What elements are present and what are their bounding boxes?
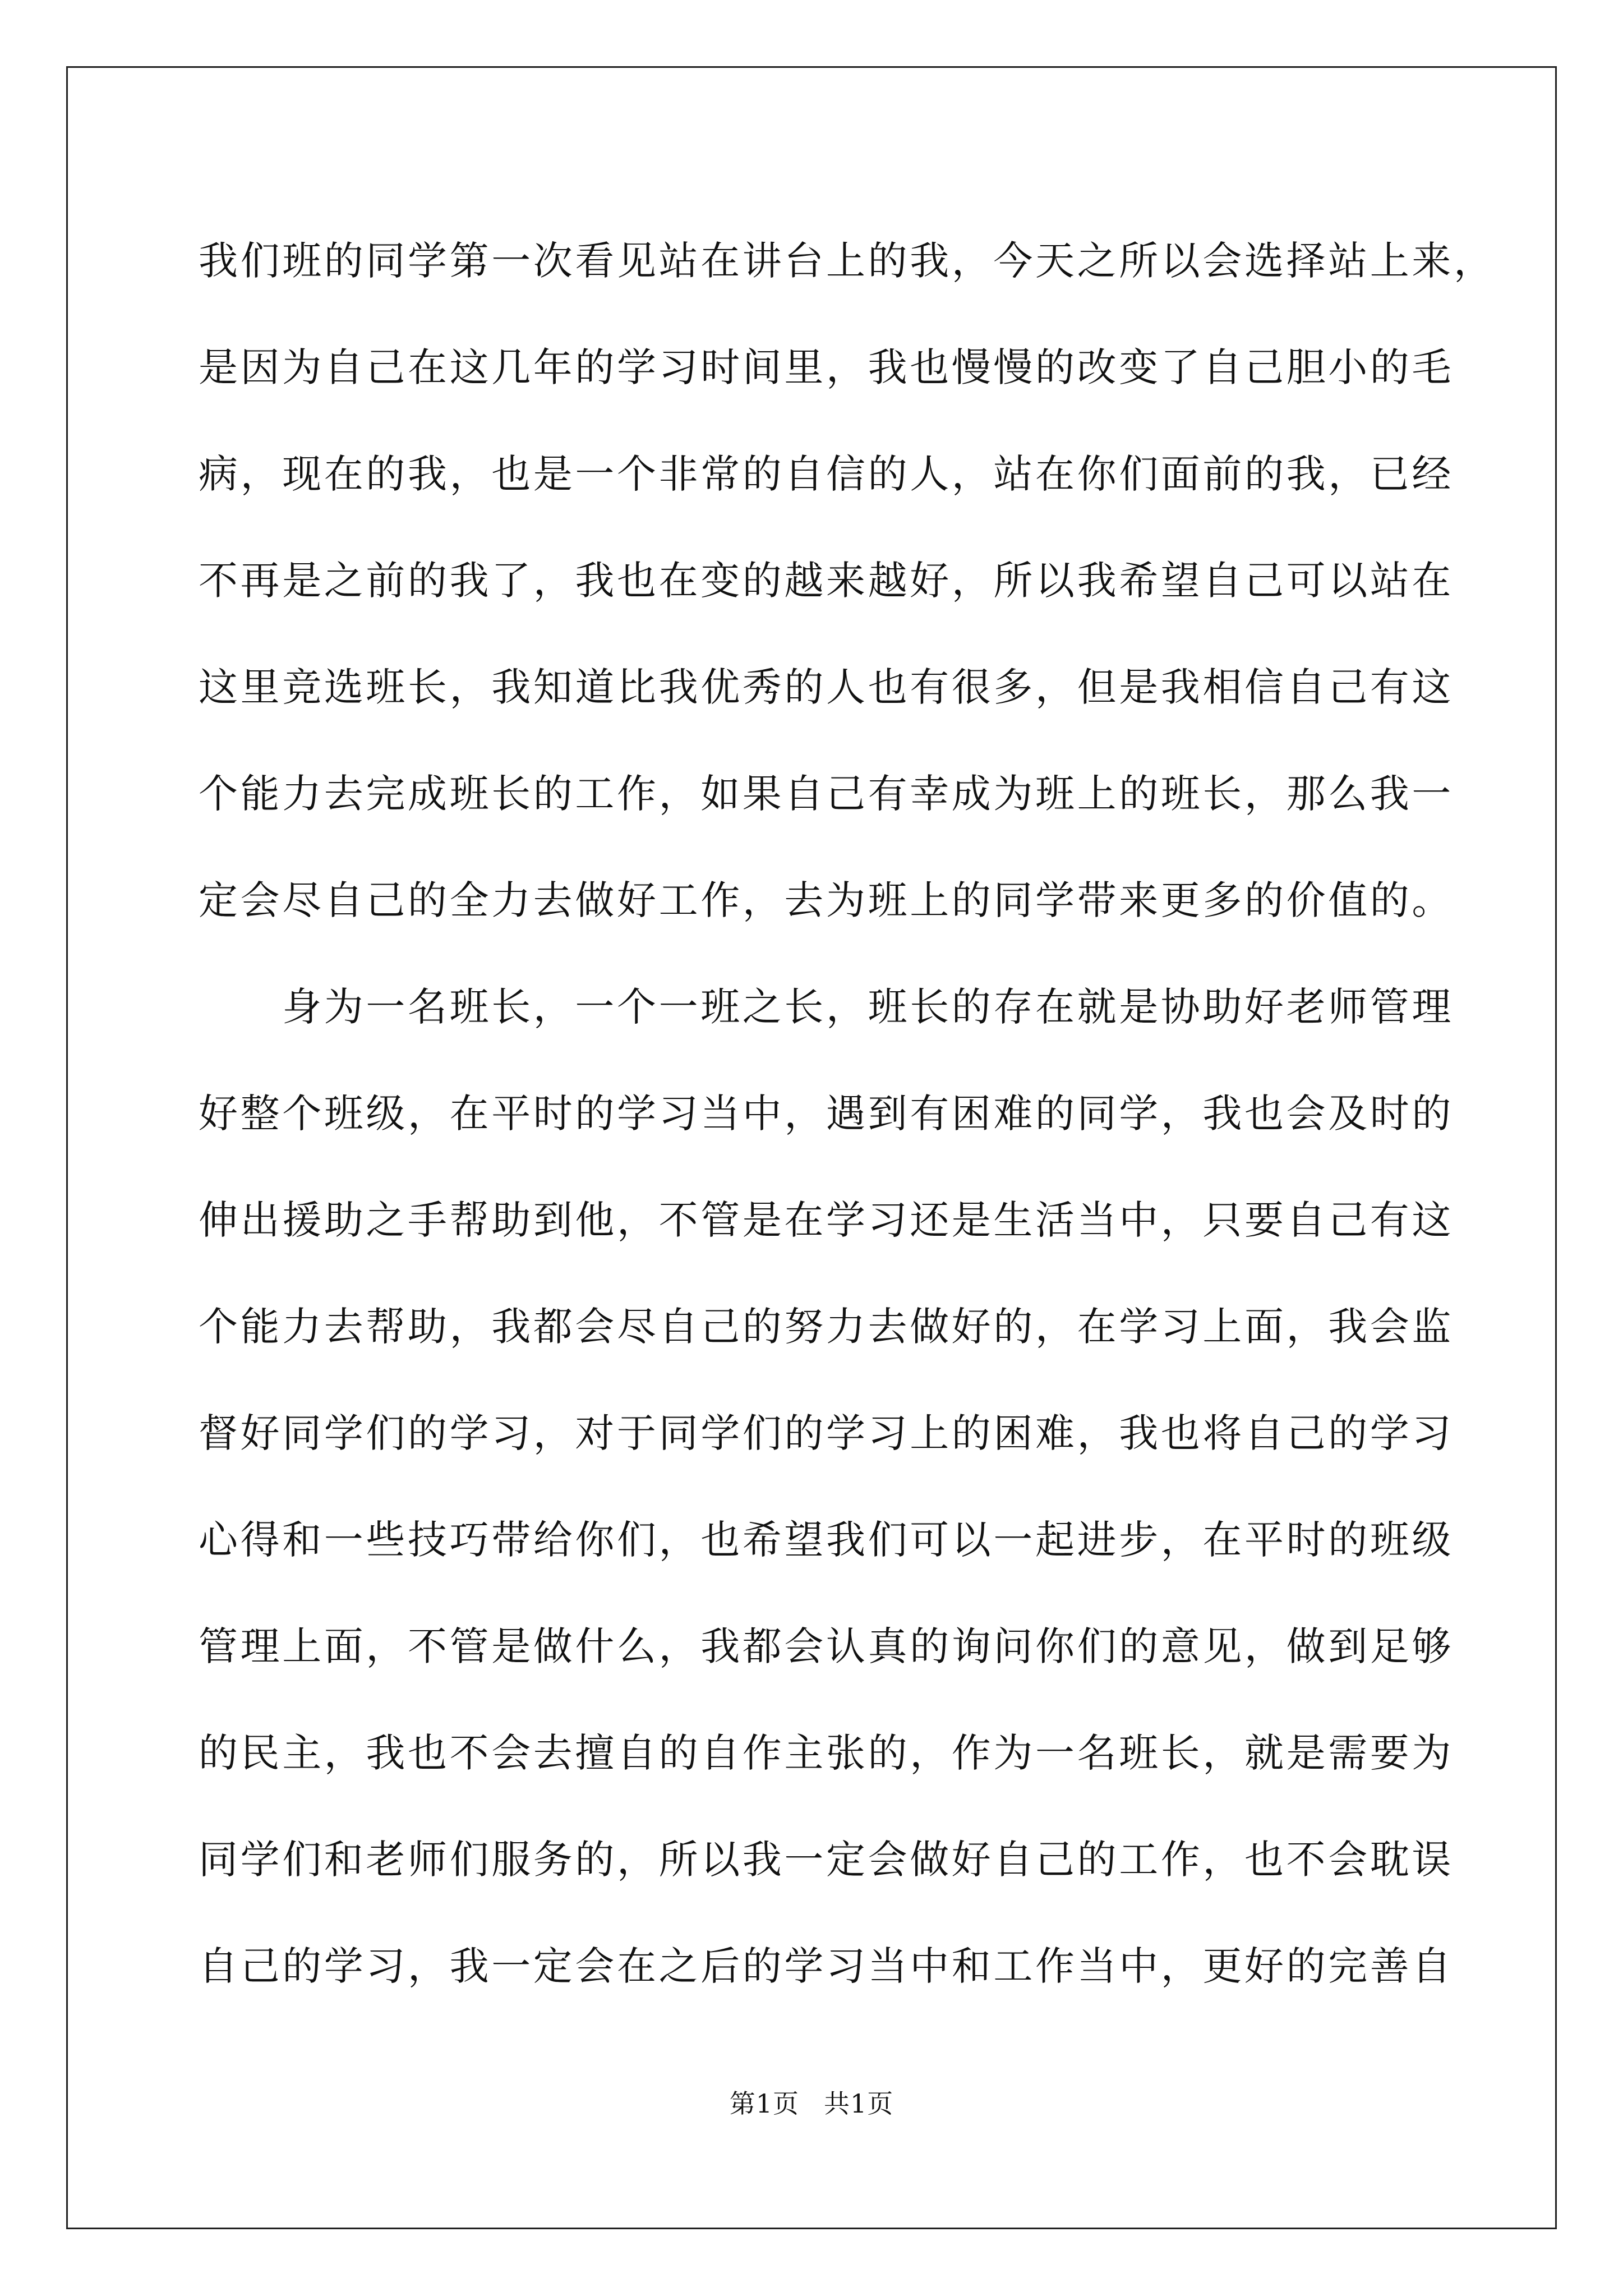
- text-line: 个能力去完成班长的工作，如果自己有幸成为班上的班长，那么我一: [199, 771, 1454, 817]
- text-line: 管理上面，不管是做什么，我都会认真的询问你们的意见，做到足够: [199, 1623, 1454, 1669]
- page-number: 第1页: [729, 2088, 799, 2119]
- text-line: 病，现在的我，也是一个非常的自信的人，站在你们面前的我，已经: [199, 451, 1454, 497]
- page-footer: [0, 2087, 1623, 2120]
- text-line: 督好同学们的学习，对于同学们的学习上的困难，我也将自己的学习: [199, 1410, 1454, 1456]
- text-line: 心得和一些技巧带给你们，也希望我们可以一起进步，在平时的班级: [199, 1517, 1454, 1563]
- page-total: 共1页: [824, 2088, 894, 2119]
- text-line: 好整个班级，在平时的学习当中，遇到有困难的同学，我也会及时的: [199, 1091, 1454, 1137]
- text-line: 个能力去帮助，我都会尽自己的努力去做好的，在学习上面，我会监: [199, 1304, 1454, 1350]
- text-line: 这里竞选班长，我知道比我优秀的人也有很多，但是我相信自己有这: [199, 664, 1454, 710]
- document-body: [199, 208, 1496, 2019]
- text-line: 我们班的同学第一次看见站在讲台上的我，今天之所以会选择站上来，: [199, 238, 1496, 284]
- text-line: 身为一名班长，一个一班之长，班长的存在就是协助好老师管理: [199, 984, 1454, 1030]
- text-line: 不再是之前的我了，我也在变的越来越好，所以我希望自己可以站在: [199, 558, 1454, 604]
- text-line: 同学们和老师们服务的，所以我一定会做好自己的工作，也不会耽误: [199, 1837, 1454, 1883]
- text-line: 是因为自己在这几年的学习时间里，我也慢慢的改变了自己胆小的毛: [199, 344, 1454, 390]
- text-line: 的民主，我也不会去擅自的自作主张的，作为一名班长，就是需要为: [199, 1730, 1454, 1776]
- text-line: 自己的学习，我一定会在之后的学习当中和工作当中，更好的完善自: [199, 1943, 1454, 1989]
- text-line: 定会尽自己的全力去做好工作，去为班上的同学带来更多的价值的。: [199, 877, 1454, 923]
- text-line: 伸出援助之手帮助到他，不管是在学习还是生活当中，只要自己有这: [199, 1197, 1454, 1243]
